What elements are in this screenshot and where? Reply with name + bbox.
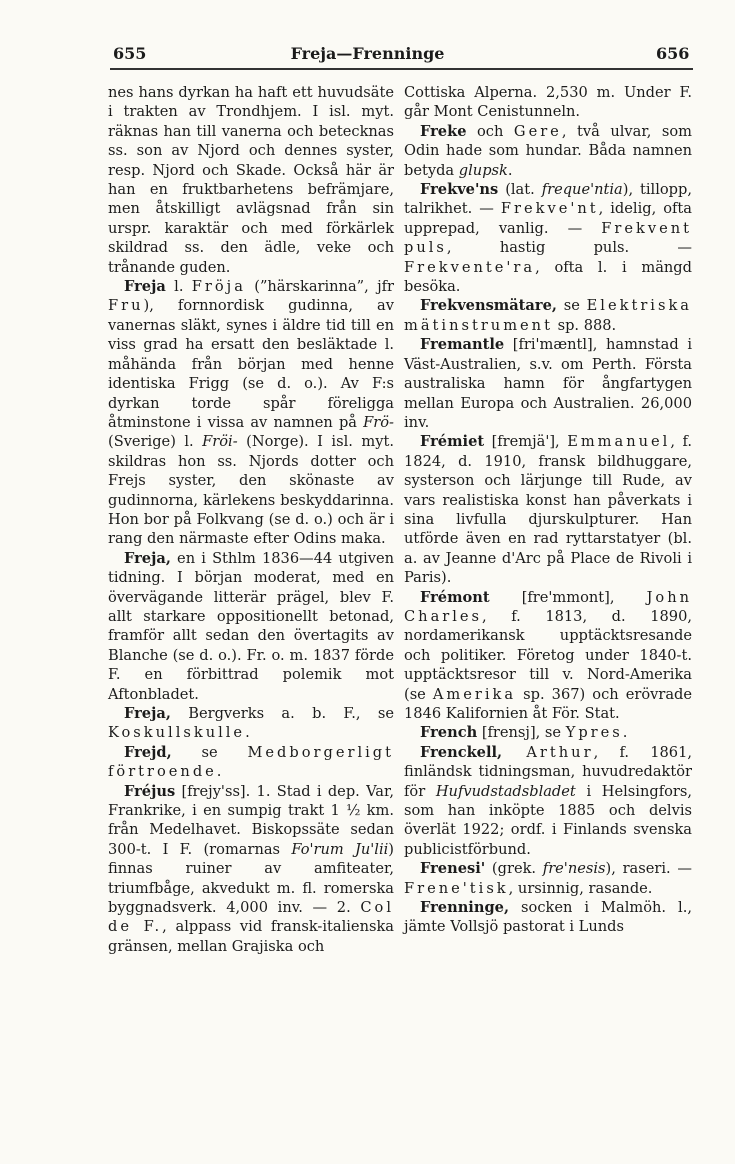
entry-continuation: Cottiska Alperna. 2,530 m. Under F. går Mont Cenistunneln. — [404, 84, 692, 121]
headword: Frenninge, — [420, 899, 510, 917]
entry-continuation: nes hans dyrkan ha haft ett huvudsäte i trakten av Trondhjem. I isl. myt. räknas han till vanerna och betecknas ss. son av Njord och dennes syster, resp. Njord och Skade. Också här är han en fruktbarhetens befrämjare, men åtskilligt avlägsnad från sin urspr. karaktär och med förkärlek skildrad ss. den ädle, veke och trånande guden. — [108, 84, 394, 276]
entry-fremont: Frémont [fre'mmont], John Charles, f. 1813, d. 1890, nordamerikansk upptäcktsresande och politiker. Företog under 1840-t. upptäcktsresor till v. Nord-Amerika (se Amerika sp. 367) och erövrade 1846 Kalifornien åt För. Stat. — [404, 588, 693, 722]
entry-frekvens: Frekve'ns (lat. freque'ntia), tillopp, talrikhet. — Frekve'nt, idelig, ofta upprepad, vanlig. — Frekvent puls, hastig puls. — Frekvente'ra, ofta l. i mängd besöka. — [404, 181, 692, 296]
right-column — [404, 83, 692, 937]
page-number-left: 655 — [113, 44, 147, 63]
headword: Frejd, — [124, 743, 172, 761]
headword: Frenckell, — [420, 743, 503, 761]
page-header — [0, 40, 735, 68]
headword: Fréjus — [124, 782, 176, 800]
headword: Freja, — [124, 705, 171, 722]
headword: Frekvensmätare, — [420, 297, 557, 315]
entry-fremantle: Fremantle [fri'mæntl], hamnstad i Väst-Australien, s.v. om Perth. Första australiska hamn för ångfartygen mellan Europa och Australien. 26,000 inv. — [404, 336, 692, 431]
entry-freja-goddess: Freja l. Fröja (”härskarinna”, jfr Fru), fornnordisk gudinna, av vanernas släkt, synes i äldre tid till en viss grad ha ersatt den besläktade l. måhända från början med henne identiska Frigg (se d. o.). Av F:s dyrkan torde spår föreligga åtminstone i vissa av namnen på Frö- (Sverige) l. Fröi- (Norge). I isl. myt. skildras hon ss. Njords dotter och Frejs syster, den skönaste av gudinnorna, kärlekens beskyddarinna. Hon bor på Folkvang (se d. o.) och är i rang den närmaste efter Odins maka. — [108, 278, 394, 548]
running-title: Freja—Frenninge — [290, 44, 445, 63]
page-number-right: 656 — [656, 44, 690, 63]
entry-french: French [frensj], se Ypres. — [420, 724, 631, 742]
headword: Freja — [124, 278, 166, 296]
headword: Freja, — [124, 549, 171, 567]
headword: Frémiet — [420, 433, 485, 451]
left-column — [108, 83, 394, 956]
headword: Frenesi' — [420, 860, 486, 878]
entry-freke: Freke och Gere, två ulvar, som Odin hade som hundar. Båda namnen betyda glupsk. — [404, 122, 692, 179]
entry-freja-newspaper: Freja, en i Sthlm 1836—44 utgiven tidning. I början moderat, med en övervägande litterär prägel, blev F. allt starkare oppositionellt betonad, framför allt sedan den övertagits av Blanche (se d. o.). Fr. o. m. 1837 förde F. en förbittrad polemik mot Aftonbladet. — [108, 549, 394, 703]
entry-frenckell: Frenckell, Arthur, f. 1861, finländsk tidningsman, huvudredaktör för Hufvudstadsbladet i Helsingfors, som han inköpte 1885 och delvis överlät 1922; ordf. i Finlands svenska publicistförbund. — [404, 743, 693, 858]
entry-frejus: Fréjus [frejy'ss]. 1. Stad i dep. Var, Frankrike, i en sumpig trakt 1 ½ km. från Medelhavet. Biskopssäte sedan 300-t. I F. (romarnas Fo'rum Ju'lii) finnas ruiner av amfiteater, triumfbåge, akvedukt m. fl. romerska byggnadsverk. 4,000 inv. — 2. Col de F., alppass vid fransk-italienska gränsen, mellan Grajiska och — [108, 782, 394, 955]
headword: French — [420, 724, 478, 742]
entry-frenninge: Frenninge, socken i Malmöh. l., jämte Vollsjö pastorat i Lunds — [404, 899, 692, 936]
entry-fremiet: Frémiet [fremjä'], Emmanuel, f. 1824, d. 1910, fransk bildhuggare, systerson och lärjunge till Rude, av vars realistiska konst han påverkats i sina livfulla djurskulpturer. Han utförde även en rad ryttarstatyer (bl. a. av Jeanne d'Arc på Place de Rivoli i Paris). — [404, 433, 692, 587]
entry-frekvensmatare: Frekvensmätare, se Elektriska mätinstrument sp. 888. — [404, 297, 692, 334]
entry-freja-bergverks: Freja, Bergverks a. b. F., se Koskullskulle. — [108, 705, 394, 742]
header-rule — [110, 68, 693, 70]
headword: Frekve'ns — [420, 181, 499, 199]
entry-frejd: Frejd, se Medborgerligt förtroende. — [108, 743, 394, 781]
entry-frenesi: Frenesi' (grek. fre'nesis), raseri. — Frene'tisk, ursinnig, rasande. — [404, 860, 692, 897]
headword: Frémont — [420, 588, 490, 606]
headword: Freke — [420, 122, 467, 140]
headword: Fremantle — [420, 336, 505, 354]
